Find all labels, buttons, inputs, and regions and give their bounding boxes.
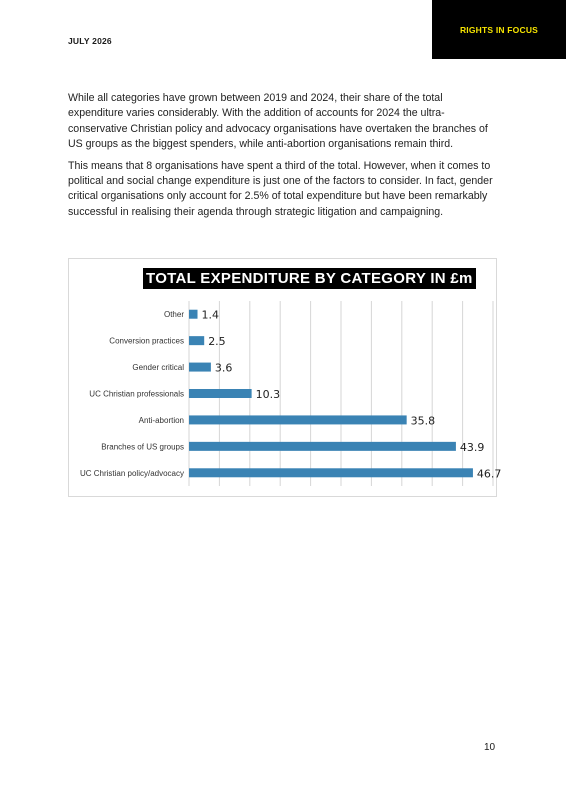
- data-label: 46.7: [476, 467, 502, 481]
- bar: [189, 336, 204, 345]
- data-label: 1.4: [201, 308, 220, 322]
- category-label: Branches of US groups: [101, 442, 184, 452]
- category-label: Conversion practices: [109, 336, 184, 346]
- data-label: 10.3: [255, 388, 281, 401]
- chart-title: TOTAL EXPENDITURE BY CATEGORY IN £m: [143, 268, 476, 289]
- paragraph: While all categories have grown between 2019 and 2024, their share of the total expenditure varies considerably. With the addition of accounts for 2024 the ultra-conservative Christian policy and advocacy organisations have overtaken the branches of US groups as the biggest spenders, while anti-abortion organisations remain third.: [68, 92, 488, 151]
- data-label: 35.8: [410, 414, 436, 428]
- data-label: 3.6: [214, 361, 233, 375]
- bar-chart-svg: [69, 259, 502, 498]
- page-number: 10: [484, 742, 496, 753]
- category-label: UC Christian policy/advocacy: [79, 468, 184, 478]
- bar: [189, 363, 211, 372]
- bar: [189, 468, 473, 477]
- category-label: Other: [163, 310, 184, 320]
- bar: [189, 415, 407, 424]
- category-label: Gender critical: [132, 363, 184, 373]
- bar: [189, 442, 456, 451]
- chart: [68, 258, 502, 497]
- category-label: Anti-abortion: [138, 415, 184, 425]
- body-text: [68, 91, 500, 226]
- paragraph: This means that 8 organisations have spent a third of the total. However, when it comes to political and social change expenditure is just one of the factors to consider. In fact, gender critical organisations only account for 2.5% of total expenditure but have been remarkably successful in realising their agenda through strategic litigation and campaigning.: [68, 159, 493, 218]
- data-label: 2.5: [208, 335, 226, 349]
- category-label: UC Christian professionals: [89, 389, 184, 399]
- bar: [189, 310, 198, 319]
- header-tag: RIGHTS IN FOCUS: [432, 0, 566, 59]
- header-date: JULY 2026: [68, 36, 112, 46]
- data-label: 43.9: [459, 440, 485, 454]
- bar: [189, 389, 252, 398]
